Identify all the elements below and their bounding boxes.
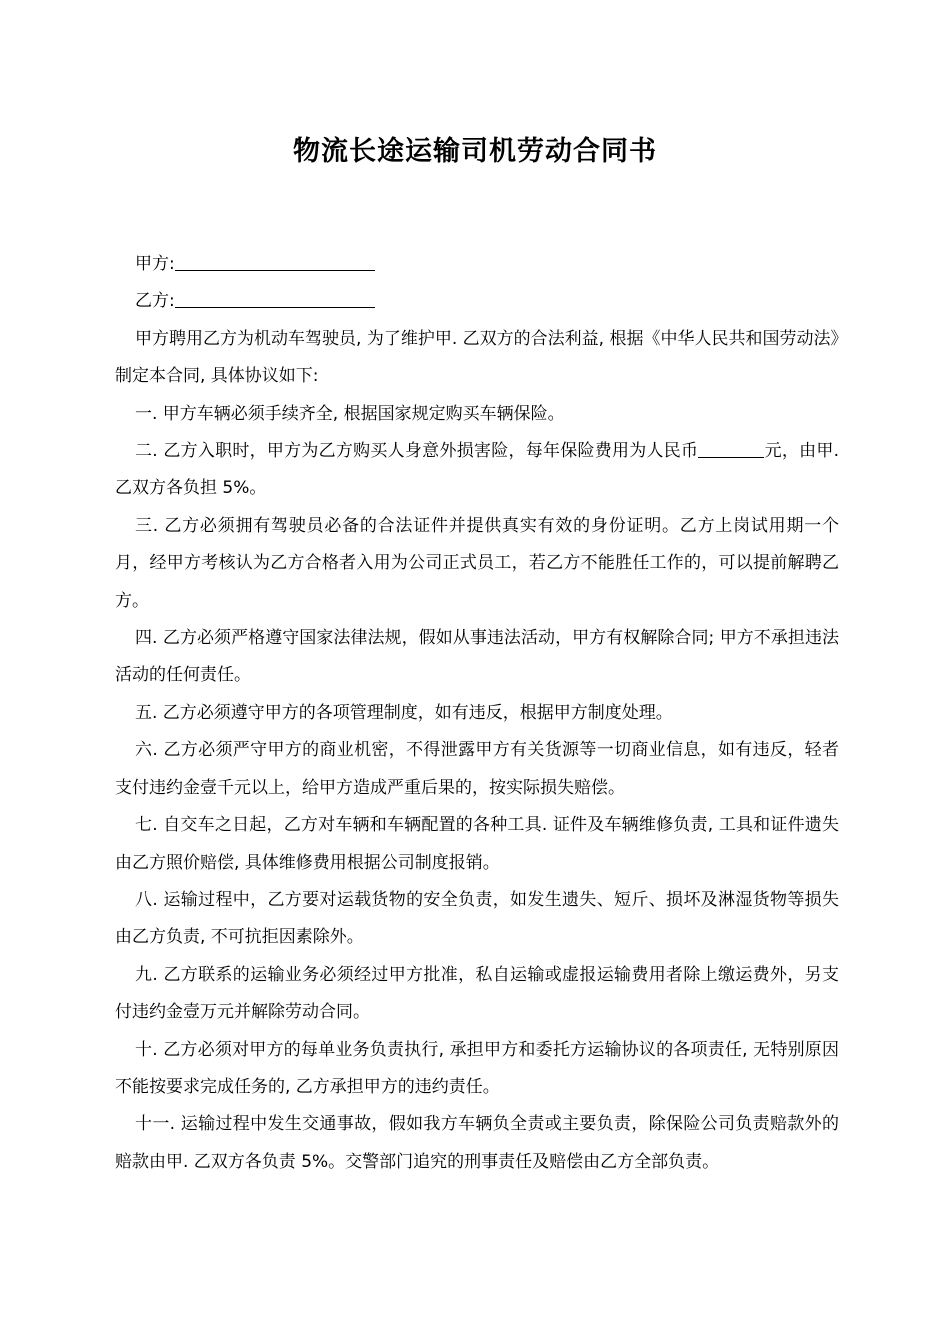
clause-2 [115, 433, 839, 508]
party-a-label: 甲方: [135, 254, 175, 274]
clause-10: 十. 乙方必须对甲方的每单业务负责执行, 承担甲方和委托方运输协议的各项责任, 无特别原因不能按要求完成任务的, 乙方承担甲方的违约责任。 [115, 1039, 839, 1097]
clause-9: 九. 乙方联系的运输业务必须经过甲方批准，私自运输或虚报运输费用者除上缴运费外，另支付违约金壹万元并解除劳动合同。 [115, 964, 839, 1023]
clause-4: 四. 乙方必须严格遵守国家法律法规，假如从事违法活动，甲方有权解除合同; 甲方不承担违法活动的任何责任。 [115, 628, 839, 686]
party-a-blank [175, 253, 375, 271]
clause-6: 六. 乙方必须严守甲方的商业机密，不得泄露甲方有关货源等一切商业信息，如有违反，轻者支付违约金壹千元以上，给甲方造成严重后果的，按实际损失赔偿。 [115, 740, 839, 798]
document-body [115, 246, 839, 1181]
clause-8: 八. 运输过程中，乙方要对运载货物的安全负责，如发生遗失、短斤、损坏及淋湿货物等损失由乙方负责, 不可抗拒因素除外。 [115, 889, 839, 948]
document-title: 物流长途运输司机劳动合同书 [293, 136, 657, 167]
clause-11: 十一. 运输过程中发生交通事故，假如我方车辆负全责或主要负责，除保险公司负责赔款外的赔款由甲. 乙双方各负责 5%。交警部门追究的刑事责任及赔偿由乙方全部负责。 [115, 1114, 839, 1172]
clause-2-text-after: 元，由甲. 乙双方各负担 5%。 [115, 441, 840, 499]
party-b-label: 乙方: [135, 291, 175, 312]
clause-3: 三. 乙方必须拥有驾驶员必备的合法证件并提供真实有效的身份证明。乙方上岗试用期一个月，经甲方考核认为乙方合格者入用为公司正式员工，若乙方不能胜任工作的，可以提前解聘乙方。 [115, 515, 839, 611]
clause-7: 七. 自交车之日起，乙方对车辆和车辆配置的各种工具. 证件及车辆维修负责, 工具和证件遗失由乙方照价赔偿, 具体维修费用根据公司制度报销。 [115, 815, 839, 873]
clause-1: 一. 甲方车辆必须手续齐全, 根据国家规定购买车辆保险。 [135, 403, 565, 424]
clause-2-text-before: 二. 乙方入职时，甲方为乙方购买人身意外损害险，每年保险费用为人民币 [135, 441, 699, 462]
clause-5: 五. 乙方必须遵守甲方的各项管理制度，如有违反，根据甲方制度处理。 [135, 702, 673, 723]
intro-paragraph: 甲方聘用乙方为机动车驾驶员, 为了维护甲. 乙双方的合法利益, 根据《中华人民共和国劳动法》制定本合同, 具体协议如下: [115, 328, 839, 387]
party-a-line [115, 246, 839, 283]
party-b-blank [175, 290, 375, 308]
party-b-line [115, 283, 839, 320]
insurance-amount-blank [698, 440, 764, 458]
